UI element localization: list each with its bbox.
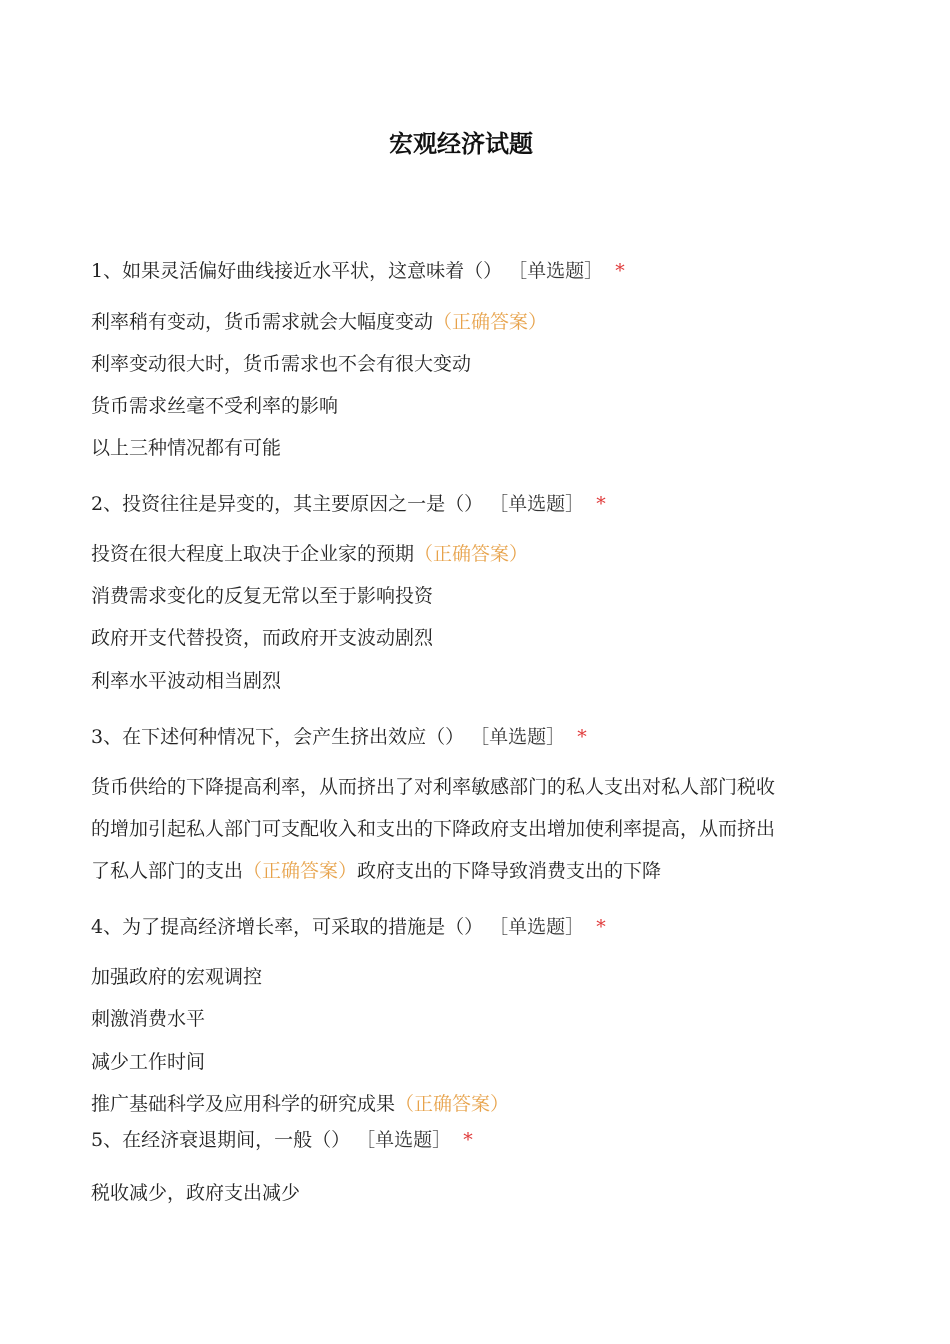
question-4-option-b: 刺激消费水平: [91, 1008, 206, 1030]
question-stem-text: 3、在下述何种情况下，会产生挤出效应（）: [91, 726, 465, 748]
question-type-tag: ［单选题］: [470, 726, 566, 748]
required-mark: *: [596, 493, 606, 515]
question-4-option-d: [91, 1091, 509, 1117]
correct-answer-label: （正确答案）: [414, 543, 529, 565]
required-mark: *: [615, 260, 625, 282]
required-mark: *: [463, 1129, 473, 1151]
question-5-stem: [91, 1127, 473, 1153]
question-4-option-a: 加强政府的宏观调控: [91, 966, 263, 988]
question-stem-text: 5、在经济衰退期间，一般（）: [91, 1129, 351, 1151]
document-title: 宏观经济试题: [389, 130, 533, 158]
question-4-stem: [91, 914, 606, 940]
question-4-option-c: 减少工作时间: [91, 1051, 206, 1073]
question-type-tag: ［单选题］: [489, 916, 585, 938]
correct-answer-label: （正确答案）: [433, 311, 548, 333]
question-2-option-a: [91, 541, 528, 567]
question-1-option-b: 利率变动很大时，货币需求也不会有很大变动: [91, 353, 472, 375]
question-type-tag: ［单选题］: [508, 260, 604, 282]
question-stem-text: 2、投资往往是异变的，其主要原因之一是（）: [91, 493, 484, 515]
required-mark: *: [596, 916, 606, 938]
question-3-options-line-2: 的增加引起私人部门可支配收入和支出的下降政府支出增加使利率提高，从而挤出: [91, 818, 776, 840]
question-2-option-b: 消费需求变化的反复无常以至于影响投资: [91, 585, 434, 607]
question-2-stem: [91, 491, 606, 517]
option-text: 了私人部门的支出: [91, 860, 244, 882]
question-1-option-c: 货币需求丝毫不受利率的影响: [91, 395, 339, 417]
question-1-option-d: 以上三种情况都有可能: [91, 437, 282, 459]
option-text: 推广基础科学及应用科学的研究成果: [91, 1093, 396, 1115]
option-text: 投资在很大程度上取决于企业家的预期: [91, 543, 415, 565]
question-2-option-d: 利率水平波动相当剧烈: [91, 670, 282, 692]
question-stem-text: 4、为了提高经济增长率，可采取的措施是（）: [91, 916, 484, 938]
question-1-option-a: [91, 309, 547, 335]
option-text: 利率稍有变动，货币需求就会大幅度变动: [91, 311, 434, 333]
question-1-stem: [91, 258, 625, 284]
question-2-option-c: 政府开支代替投资，而政府开支波动剧烈: [91, 627, 434, 649]
question-3-options-line-1: 货币供给的下降提高利率，从而挤出了对利率敏感部门的私人支出对私人部门税收: [91, 776, 776, 798]
question-type-tag: ［单选题］: [489, 493, 585, 515]
option-text: 政府支出的下降导致消费支出的下降: [357, 860, 662, 882]
question-3-options-line-3: [91, 858, 661, 884]
correct-answer-label: （正确答案）: [395, 1093, 510, 1115]
question-stem-text: 1、如果灵活偏好曲线接近水平状，这意味着（）: [91, 260, 503, 282]
correct-answer-label: （正确答案）: [243, 860, 358, 882]
question-5-option-a: 税收减少，政府支出减少: [91, 1182, 301, 1204]
question-3-stem: [91, 724, 587, 750]
required-mark: *: [577, 726, 587, 748]
question-type-tag: ［单选题］: [356, 1129, 452, 1151]
